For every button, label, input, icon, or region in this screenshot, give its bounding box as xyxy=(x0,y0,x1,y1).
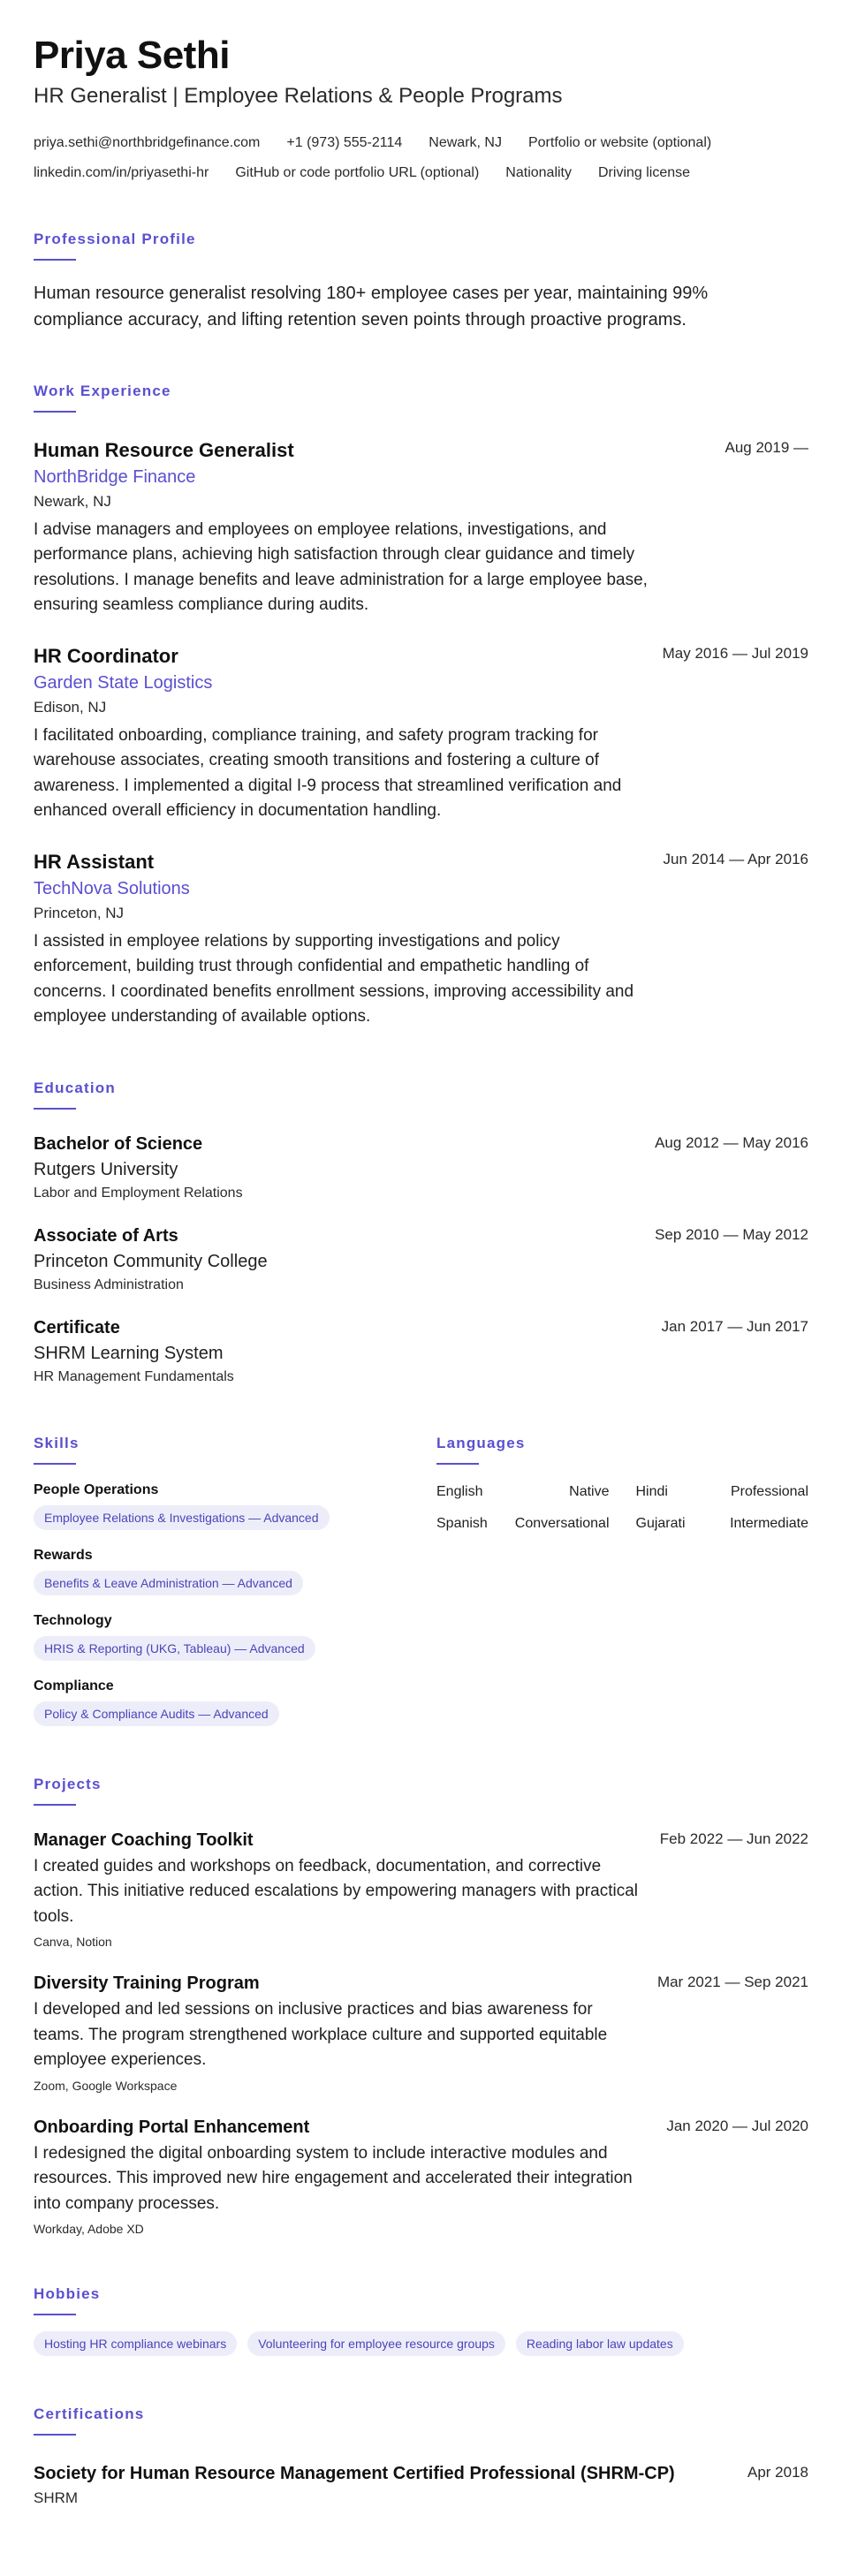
experience-description: I advise managers and employees on employee relations, investigations, and performance plans, achieving high satisfaction through clear guidance and timely resolutions. I manage benefits and leave administration for a large employee base, ensuring seamless compliance during audits. xyxy=(34,519,648,615)
skill-group xyxy=(34,1678,436,1726)
education-degree: Associate of Arts xyxy=(34,1225,178,1246)
contact-email[interactable]: priya.sethi@northbridgefinance.com xyxy=(34,134,261,150)
contact-row-secondary xyxy=(34,165,808,181)
contact-linkedin[interactable]: linkedin.com/in/priyasethi-hr xyxy=(34,164,209,180)
education-section xyxy=(34,1080,808,1385)
project-entry xyxy=(34,2118,808,2237)
profile-summary: Human resource generalist resolving 180+ employee cases per year, maintaining 99% compliance accuracy, and lifting retention seven points through proactive programs. xyxy=(34,283,709,330)
experience-location: Newark, NJ xyxy=(34,492,111,510)
skill-group xyxy=(34,1482,436,1530)
language-item xyxy=(436,1516,610,1532)
skill-chip: Policy & Compliance Audits — Advanced xyxy=(34,1701,279,1726)
experience-company: Garden State Logistics xyxy=(34,672,213,693)
section-divider xyxy=(34,1108,76,1110)
education-degree: Certificate xyxy=(34,1317,120,1337)
certification-issuer: SHRM xyxy=(34,2489,79,2507)
language-name: Hindi xyxy=(635,1483,668,1499)
hobby-chip: Hosting HR compliance webinars xyxy=(34,2331,237,2356)
languages-grid xyxy=(436,1484,808,1532)
certification-date: Apr 2018 xyxy=(747,2464,808,2481)
hobby-chip: Volunteering for employee resource groups xyxy=(247,2331,505,2356)
experience-location: Princeton, NJ xyxy=(34,904,125,921)
experience-company: TechNova Solutions xyxy=(34,878,190,898)
education-field: Labor and Employment Relations xyxy=(34,1185,243,1201)
projects-section xyxy=(34,1776,808,2237)
project-description: I developed and led sessions on inclusive practices and bias awareness for teams. The program strengthened workplace culture and supported equitable employee experiences. xyxy=(34,2000,608,2070)
section-divider xyxy=(34,411,76,413)
section-title: Education xyxy=(34,1079,116,1096)
hobbies-section xyxy=(34,2285,808,2356)
contact-driving-license: Driving license xyxy=(598,164,691,180)
contact-github[interactable]: GitHub or code portfolio URL (optional) xyxy=(235,164,480,180)
education-degree: Bachelor of Science xyxy=(34,1133,203,1154)
contact-nationality: Nationality xyxy=(505,164,572,180)
project-date: Mar 2021 — Sep 2021 xyxy=(656,1974,808,1991)
languages-section xyxy=(436,1435,808,1726)
language-name: Gujarati xyxy=(635,1515,686,1531)
section-divider xyxy=(34,2314,76,2315)
section-divider xyxy=(34,2434,76,2436)
education-school: SHRM Learning System xyxy=(34,1343,224,1363)
project-entry xyxy=(34,1974,808,2093)
section-divider xyxy=(34,1463,76,1465)
project-description: I redesigned the digital onboarding system to include interactive modules and resources. This improved new hire engagement and accelerated their integration into company processes. xyxy=(34,2143,633,2213)
experience-entry xyxy=(34,439,808,618)
skills-languages-row xyxy=(34,1435,808,1726)
skill-group-name: Technology xyxy=(34,1612,112,1628)
skill-group xyxy=(34,1548,436,1595)
section-title: Certifications xyxy=(34,2406,145,2423)
candidate-name: Priya Sethi xyxy=(34,34,230,77)
contact-location: Newark, NJ xyxy=(429,134,502,150)
education-date: Aug 2012 — May 2016 xyxy=(655,1133,808,1151)
certifications-section xyxy=(34,2406,808,2507)
language-name: Spanish xyxy=(436,1515,488,1531)
section-title: Professional Profile xyxy=(34,230,196,247)
hobby-chip: Reading labor law updates xyxy=(516,2331,684,2356)
language-item xyxy=(636,1484,809,1500)
skill-chip: HRIS & Reporting (UKG, Tableau) — Advanced xyxy=(34,1636,315,1661)
section-title: Skills xyxy=(34,1434,80,1451)
skill-group-name: Rewards xyxy=(34,1547,93,1563)
experience-description: I facilitated onboarding, compliance training, and safety program tracking for warehouse associates, creating smooth transitions and fostering a culture of awareness. I implemented a digital I-9 process that streamlined verification and enhanced overall efficiency in documentation handling. xyxy=(34,725,622,821)
experience-entry xyxy=(34,851,808,1030)
experience-date: Aug 2019 — xyxy=(724,438,808,456)
section-divider xyxy=(34,1804,76,1806)
education-date: Sep 2010 — May 2012 xyxy=(655,1225,808,1243)
experience-company: NorthBridge Finance xyxy=(34,466,196,487)
experience-section xyxy=(34,383,808,1030)
experience-date: May 2016 — Jul 2019 xyxy=(662,644,808,662)
education-date: Jan 2017 — Jun 2017 xyxy=(661,1317,808,1335)
hobbies-list xyxy=(34,2331,808,2356)
project-date: Feb 2022 — Jun 2022 xyxy=(659,1830,808,1847)
education-school: Princeton Community College xyxy=(34,1251,268,1271)
education-entry xyxy=(34,1226,808,1293)
project-description: I created guides and workshops on feedback, documentation, and corrective action. This initiative reduced escalations by empowering managers with practical tools. xyxy=(34,1856,638,1926)
experience-entry xyxy=(34,645,808,824)
skill-group-name: Compliance xyxy=(34,1678,114,1693)
education-field: Business Administration xyxy=(34,1277,184,1292)
education-entry xyxy=(34,1134,808,1201)
language-level: Native xyxy=(569,1483,610,1499)
project-tools: Canva, Notion xyxy=(34,1935,112,1950)
experience-title: Human Resource Generalist xyxy=(34,438,294,461)
skill-group-name: People Operations xyxy=(34,1481,159,1497)
language-name: English xyxy=(436,1483,483,1499)
language-level: Conversational xyxy=(514,1515,610,1531)
section-title: Hobbies xyxy=(34,2285,101,2303)
section-divider xyxy=(34,259,76,261)
language-level: Professional xyxy=(730,1483,808,1499)
education-school: Rutgers University xyxy=(34,1159,178,1179)
contact-phone[interactable]: +1 (973) 555-2114 xyxy=(286,134,403,150)
project-tools: Workday, Adobe XD xyxy=(34,2222,144,2237)
education-entry xyxy=(34,1318,808,1385)
candidate-headline: HR Generalist | Employee Relations & People Programs xyxy=(34,83,563,108)
profile-section xyxy=(34,231,808,333)
contact-row-primary xyxy=(34,135,808,151)
project-title: Manager Coaching Toolkit xyxy=(34,1830,254,1850)
language-level: Intermediate xyxy=(730,1515,808,1531)
certification-title: Society for Human Resource Management Certified Professional (SHRM-CP) xyxy=(34,2464,675,2484)
project-title: Diversity Training Program xyxy=(34,1974,260,1994)
experience-description: I assisted in employee relations by supporting investigations and policy enforcement, building trust through confidential and empathetic handling of concerns. I coordinated benefits enrollment sessions, improving accessibility and employee understanding of available options. xyxy=(34,931,634,1027)
skill-group xyxy=(34,1613,436,1661)
skill-chip: Employee Relations & Investigations — Advanced xyxy=(34,1505,330,1530)
education-field: HR Management Fundamentals xyxy=(34,1368,234,1384)
skills-section xyxy=(34,1435,436,1726)
section-title: Projects xyxy=(34,1775,102,1792)
skill-chip: Benefits & Leave Administration — Advanced xyxy=(34,1571,303,1595)
experience-date: Jun 2014 — Apr 2016 xyxy=(663,850,808,868)
experience-title: HR Coordinator xyxy=(34,644,178,667)
project-title: Onboarding Portal Enhancement xyxy=(34,2117,310,2137)
language-item xyxy=(436,1484,610,1500)
section-title: Work Experience xyxy=(34,382,171,399)
project-date: Jan 2020 — Jul 2020 xyxy=(666,2117,808,2134)
project-entry xyxy=(34,1830,808,1950)
certification-entry xyxy=(34,2464,808,2507)
section-divider xyxy=(436,1463,479,1465)
experience-title: HR Assistant xyxy=(34,850,155,873)
section-title: Languages xyxy=(436,1434,526,1451)
language-item xyxy=(636,1516,809,1532)
project-tools: Zoom, Google Workspace xyxy=(34,2078,178,2093)
experience-location: Edison, NJ xyxy=(34,698,107,716)
contact-portfolio[interactable]: Portfolio or website (optional) xyxy=(527,134,712,150)
